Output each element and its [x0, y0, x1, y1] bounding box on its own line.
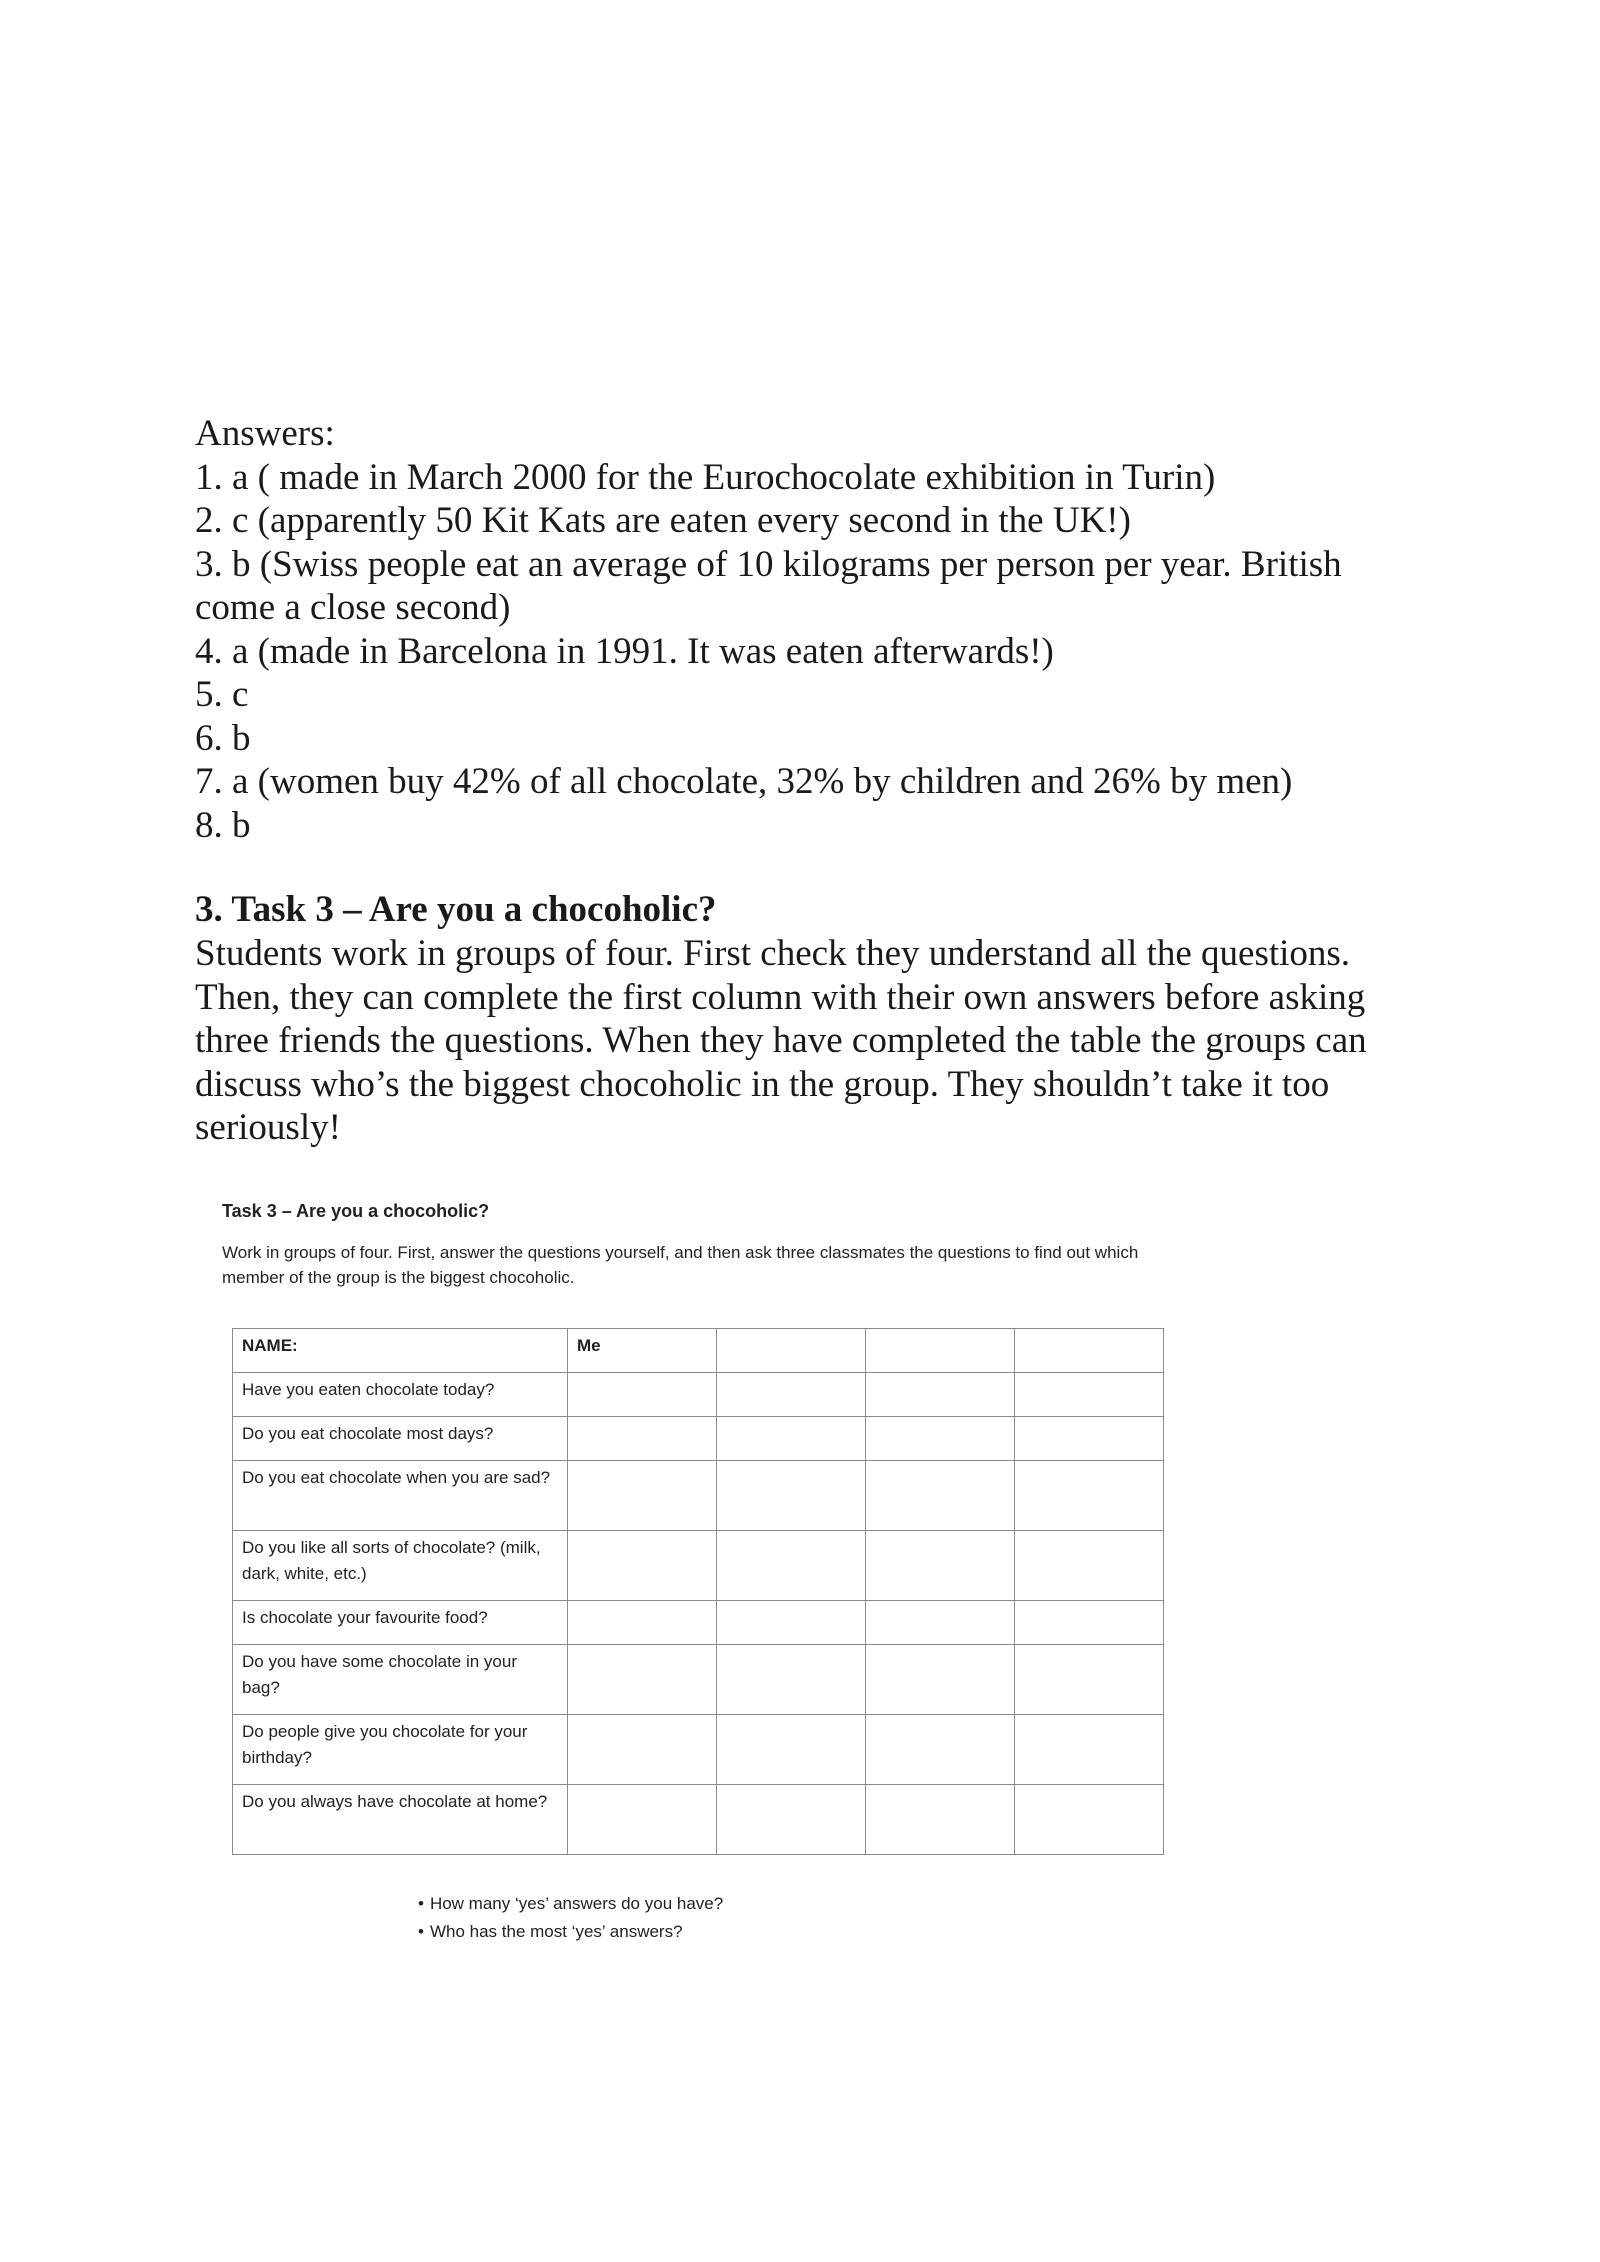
- classmate-name-cell[interactable]: [1015, 1329, 1164, 1373]
- answer-cell[interactable]: [717, 1417, 866, 1461]
- answer-item: 3. b (Swiss people eat an average of 10 kilograms per person per year. British come a close second): [195, 543, 1342, 628]
- table-row: [233, 1645, 1164, 1715]
- answer-cell[interactable]: [717, 1715, 866, 1785]
- answer-item: 6. b: [195, 717, 251, 759]
- answer-cell[interactable]: [1015, 1785, 1164, 1855]
- table-row: [233, 1373, 1164, 1417]
- answer-item: 5. c: [195, 674, 249, 715]
- worksheet-title: Task 3 – Are you a chocoholic?: [222, 1201, 490, 1221]
- answer-item: 7. a (women buy 42% of all chocolate, 32% by children and 26% by men): [195, 761, 1293, 802]
- answer-cell[interactable]: [568, 1715, 717, 1785]
- answer-cell[interactable]: [866, 1715, 1015, 1785]
- answer-cell[interactable]: [1015, 1373, 1164, 1417]
- worksheet: [222, 1200, 1172, 1941]
- table-row: [233, 1531, 1164, 1601]
- chocoholic-survey-table: [232, 1328, 1164, 1855]
- answer-cell[interactable]: [568, 1785, 717, 1855]
- answer-cell[interactable]: [866, 1785, 1015, 1855]
- table-row: [233, 1417, 1164, 1461]
- task3-instructions: Students work in groups of four. First check they understand all the questions. Then, they can complete the first column with their own answers before asking three friends the questions. When they have completed the table the groups can discuss who’s the biggest chocoholic in the group. They shouldn’t take it too seriously!: [195, 933, 1367, 1148]
- question-cell: Do you eat chocolate most days?: [233, 1417, 568, 1461]
- answers-heading: Answers:: [195, 413, 335, 454]
- answer-cell[interactable]: [568, 1645, 717, 1715]
- answer-item: 4. a (made in Barcelona in 1991. It was eaten afterwards!): [195, 630, 1054, 672]
- table-row: [233, 1461, 1164, 1531]
- answer-cell[interactable]: [1015, 1461, 1164, 1531]
- question-cell: Do you have some chocolate in your bag?: [233, 1645, 568, 1715]
- answer-cell[interactable]: [866, 1645, 1015, 1715]
- question-cell: Do people give you chocolate for your birthday?: [233, 1715, 568, 1785]
- answer-cell[interactable]: [717, 1601, 866, 1645]
- worksheet-intro: Work in groups of four. First, answer the questions yourself, and then ask three classmates the questions to find out which member of the group is the biggest chocoholic.: [222, 1243, 1139, 1287]
- answer-cell[interactable]: [1015, 1417, 1164, 1461]
- question-cell: Do you always have chocolate at home?: [233, 1785, 568, 1855]
- answer-cell[interactable]: [568, 1373, 717, 1417]
- question-cell: Have you eaten chocolate today?: [233, 1373, 568, 1417]
- question-cell: Do you eat chocolate when you are sad?: [233, 1461, 568, 1531]
- task3-heading: 3. Task 3 – Are you a chocoholic?: [195, 889, 717, 930]
- answer-cell[interactable]: [1015, 1531, 1164, 1601]
- list-item: • How many ‘yes’ answers do you have?: [418, 1890, 723, 1918]
- answer-cell[interactable]: [717, 1461, 866, 1531]
- classmate-name-cell[interactable]: [866, 1329, 1015, 1373]
- table-row: [233, 1785, 1164, 1855]
- answer-cell[interactable]: [717, 1373, 866, 1417]
- answer-cell[interactable]: [866, 1601, 1015, 1645]
- table-row: [233, 1601, 1164, 1645]
- answer-item: 2. c (apparently 50 Kit Kats are eaten every second in the UK!): [195, 500, 1131, 541]
- table-header-row: [233, 1329, 1164, 1373]
- answer-cell[interactable]: [866, 1531, 1015, 1601]
- answer-cell[interactable]: [568, 1461, 717, 1531]
- answer-item: 8. b: [195, 804, 251, 846]
- answer-cell[interactable]: [568, 1601, 717, 1645]
- question-cell: Do you like all sorts of chocolate? (milk, dark, white, etc.): [233, 1531, 568, 1601]
- me-column-header: Me: [568, 1329, 717, 1373]
- answer-item: 1. a ( made in March 2000 for the Eurochocolate exhibition in Turin): [195, 456, 1216, 498]
- name-header-cell: NAME:: [233, 1329, 568, 1373]
- followup-questions: [418, 1890, 723, 1946]
- answers-section: [195, 412, 1425, 847]
- answer-cell[interactable]: [1015, 1601, 1164, 1645]
- answer-cell[interactable]: [866, 1461, 1015, 1531]
- answer-cell[interactable]: [717, 1531, 866, 1601]
- question-cell: Is chocolate your favourite food?: [233, 1601, 568, 1645]
- answer-cell[interactable]: [1015, 1645, 1164, 1715]
- table-row: [233, 1715, 1164, 1785]
- answer-cell[interactable]: [717, 1645, 866, 1715]
- answer-cell[interactable]: [717, 1785, 866, 1855]
- answer-cell[interactable]: [1015, 1715, 1164, 1785]
- list-item: • Who has the most ‘yes’ answers?: [418, 1918, 723, 1946]
- answer-cell[interactable]: [568, 1531, 717, 1601]
- answer-cell[interactable]: [568, 1417, 717, 1461]
- answer-cell[interactable]: [866, 1373, 1015, 1417]
- classmate-name-cell[interactable]: [717, 1329, 866, 1373]
- answer-cell[interactable]: [866, 1417, 1015, 1461]
